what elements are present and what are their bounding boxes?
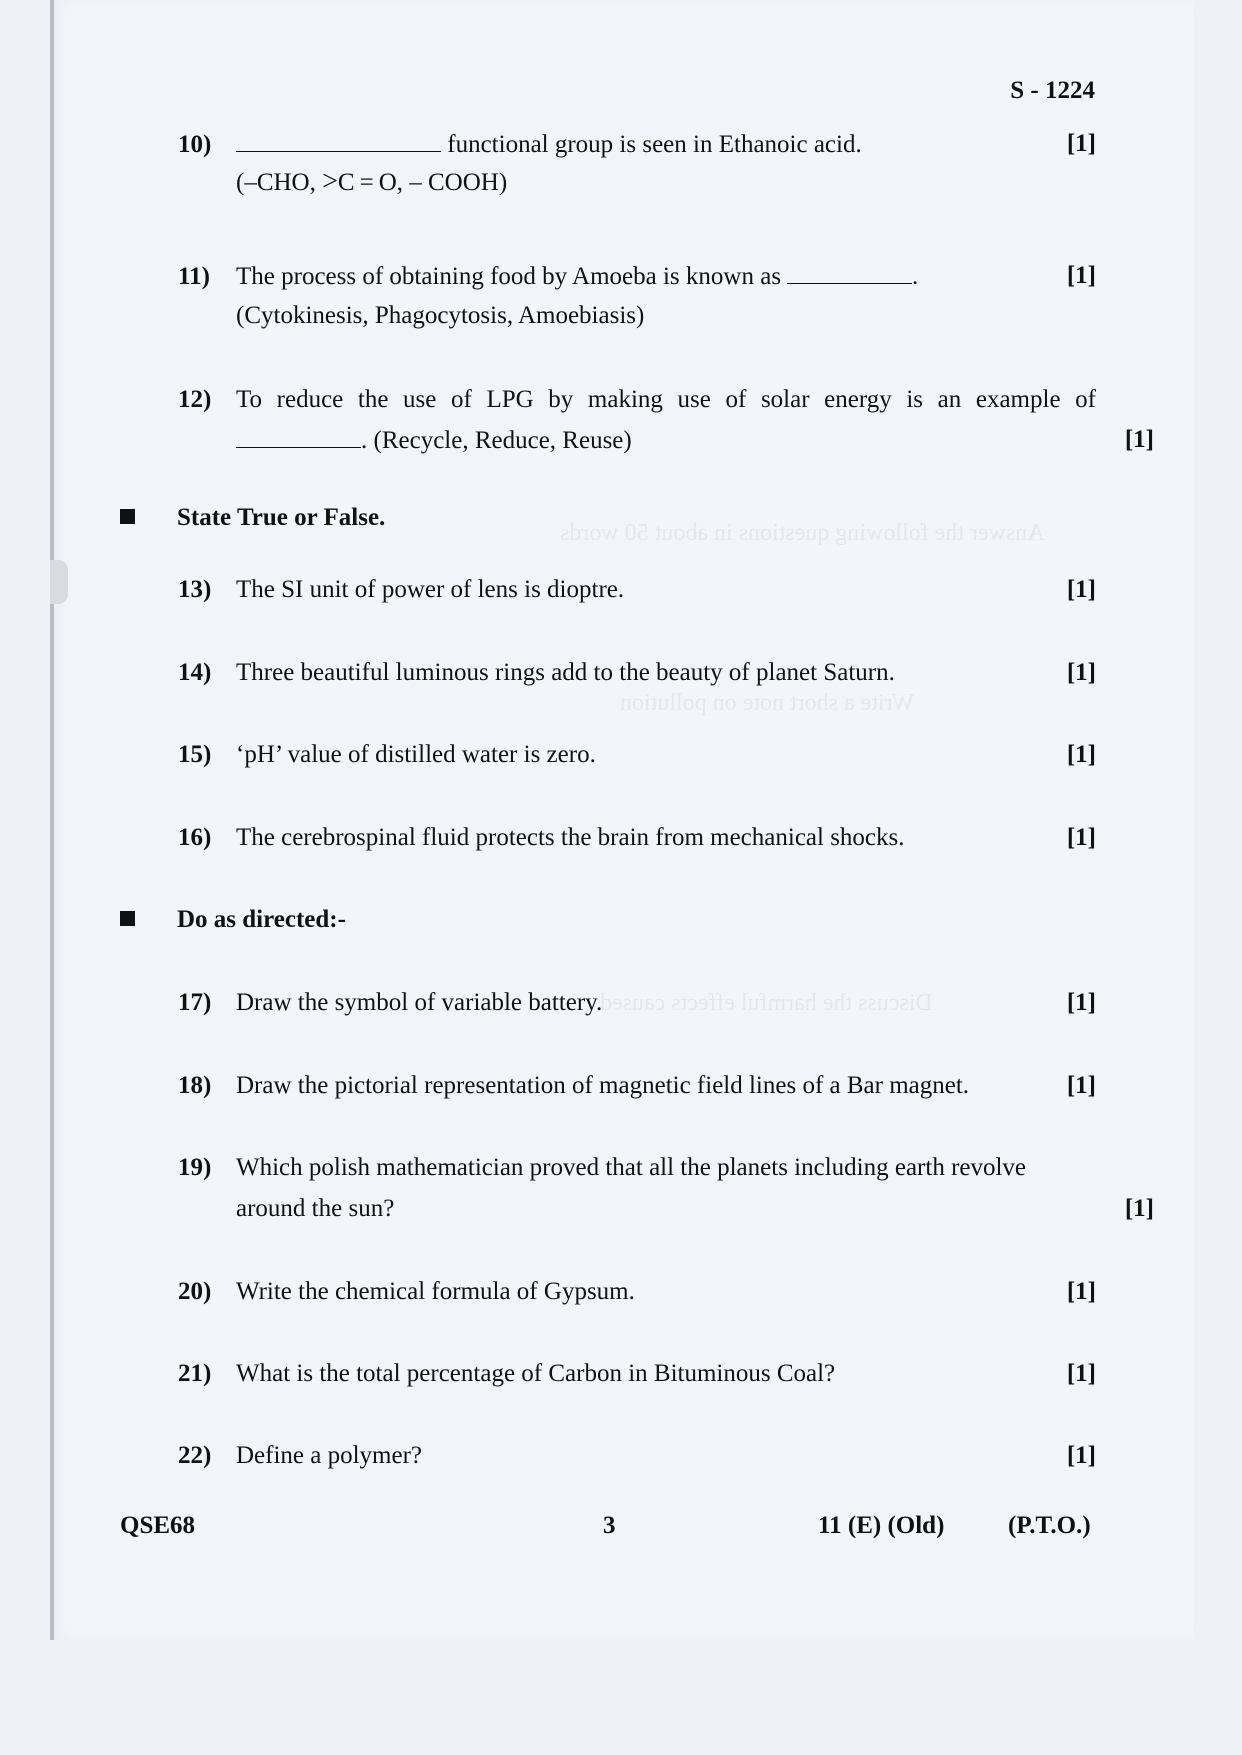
question-text: ‘pH’ value of distilled water is zero. xyxy=(236,741,596,768)
question-text: Define a polymer? xyxy=(236,1442,423,1469)
answer-blank xyxy=(236,124,441,152)
question-text: Draw the symbol of variable battery. xyxy=(236,989,603,1016)
question-19-line2 xyxy=(178,1189,1154,1229)
question-22 xyxy=(178,1436,1096,1476)
section-do-as-directed xyxy=(120,900,346,940)
carbonyl-bracket-icon: > xyxy=(322,166,338,197)
paper-code: S - 1224 xyxy=(1010,77,1095,104)
answer-blank xyxy=(787,256,912,284)
question-11 xyxy=(178,256,1096,297)
bleed-through-text: Write a short note on pollution xyxy=(620,690,915,716)
answer-blank xyxy=(236,420,361,448)
section-title: State True or False. xyxy=(177,504,386,531)
marks-label: [1] xyxy=(1066,659,1096,686)
marks-label: [1] xyxy=(1066,576,1096,603)
question-text: What is the total percentage of Carbon in Bituminous Coal? xyxy=(236,1360,836,1387)
question-21 xyxy=(178,1354,1096,1394)
marks-label: [1] xyxy=(1066,1278,1096,1305)
footer-code: QSE68 xyxy=(120,1512,196,1539)
question-19 xyxy=(178,1148,1096,1188)
question-number: 16) xyxy=(178,824,212,851)
bullet-square-icon xyxy=(120,509,135,524)
footer-series: 11 (E) (Old) xyxy=(818,1512,945,1539)
question-text: Draw the pictorial representation of magnetic field lines of a Bar magnet. xyxy=(236,1072,970,1099)
question-10 xyxy=(178,124,1096,165)
question-number: 19) xyxy=(178,1154,212,1181)
question-number: 15) xyxy=(178,741,212,768)
question-number: 13) xyxy=(178,576,212,603)
question-17 xyxy=(178,983,1096,1023)
question-15 xyxy=(178,735,1096,775)
question-number: 18) xyxy=(178,1072,212,1099)
question-punct: . xyxy=(912,263,919,290)
footer-pto: (P.T.O.) xyxy=(1008,1512,1091,1539)
marks-label: [1] xyxy=(1066,1360,1096,1387)
question-text: . (Recycle, Reduce, Reuse) xyxy=(361,427,632,454)
question-20 xyxy=(178,1272,1096,1312)
question-16 xyxy=(178,818,1096,858)
question-number: 21) xyxy=(178,1360,212,1387)
question-text: around the sun? xyxy=(236,1195,395,1222)
options-part: C = O, – COOH) xyxy=(337,169,508,196)
question-number: 10) xyxy=(178,131,212,158)
question-text: The SI unit of power of lens is dioptre. xyxy=(236,576,625,603)
marks-label: [1] xyxy=(1066,130,1096,157)
section-title: Do as directed:- xyxy=(177,906,346,933)
marks-label: [1] xyxy=(1066,824,1096,851)
question-number: 22) xyxy=(178,1442,212,1469)
section-true-false xyxy=(120,498,385,538)
question-14 xyxy=(178,653,1096,693)
marks-label: [1] xyxy=(1124,426,1154,453)
question-text: functional group is seen in Ethanoic acid. xyxy=(441,131,862,158)
bleed-through-text: Discuss the harmful effects caused xyxy=(600,990,933,1016)
question-text: The cerebrospinal fluid protects the brain from mechanical shocks. xyxy=(236,824,905,851)
question-12-line2 xyxy=(178,420,1154,461)
marks-label: [1] xyxy=(1066,262,1096,289)
bleed-through-text: Answer the following questions in about 50 words xyxy=(560,520,1045,546)
question-text: Which polish mathematician proved that all the planets including earth revolve xyxy=(236,1154,1027,1181)
question-text: The process of obtaining food by Amoeba is known as xyxy=(236,263,782,290)
question-11-options: (Cytokinesis, Phagocytosis, Amoebiasis) xyxy=(236,302,645,329)
marks-label: [1] xyxy=(1066,989,1096,1016)
bullet-square-icon xyxy=(120,911,135,926)
marks-label: [1] xyxy=(1066,1072,1096,1099)
page-number: 3 xyxy=(603,1512,616,1539)
question-10-options xyxy=(178,162,1154,203)
question-number: 12) xyxy=(178,386,212,413)
question-number: 20) xyxy=(178,1278,212,1305)
question-number: 14) xyxy=(178,659,212,686)
question-number: 17) xyxy=(178,989,212,1016)
marks-label: [1] xyxy=(1066,741,1096,768)
question-number: 11) xyxy=(178,263,210,290)
marks-label: [1] xyxy=(1066,1442,1096,1469)
question-12 xyxy=(178,380,1096,420)
question-text: Write the chemical formula of Gypsum. xyxy=(236,1278,635,1305)
question-18 xyxy=(178,1066,1096,1106)
options-part: (–CHO, xyxy=(236,169,323,196)
question-13 xyxy=(178,570,1096,610)
question-text: Three beautiful luminous rings add to the beauty of planet Saturn. xyxy=(236,659,895,686)
paper-punch-mark xyxy=(50,560,68,604)
question-text: To reduce the use of LPG by making use of solar energy is an example of xyxy=(236,386,1096,413)
marks-label: [1] xyxy=(1124,1195,1154,1222)
